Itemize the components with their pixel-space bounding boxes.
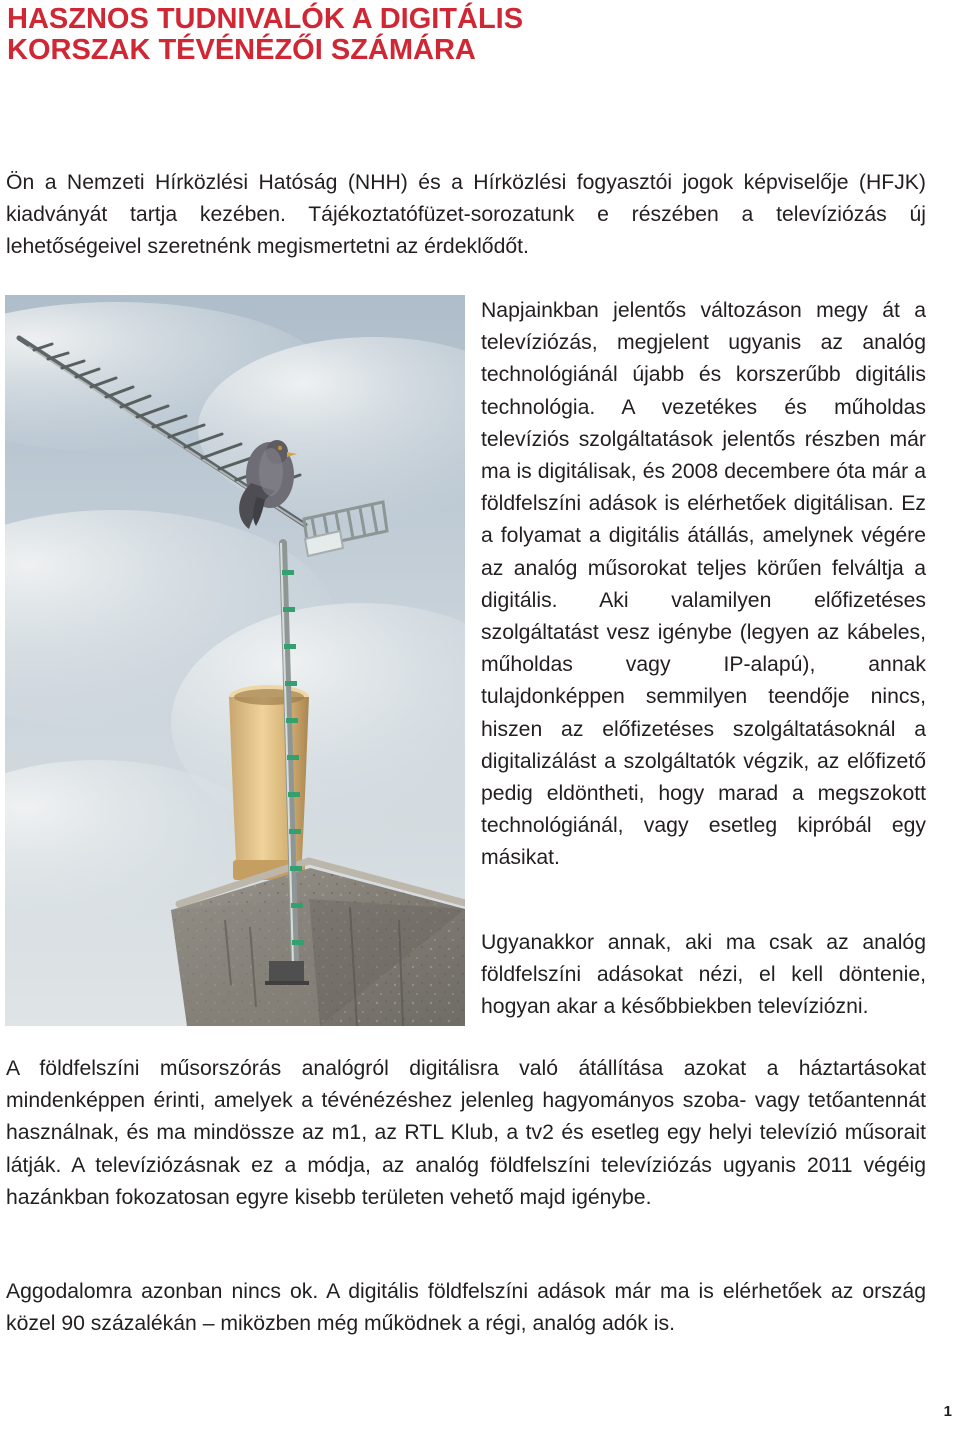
side-paragraph-1: Napjainkban jelentős változáson megy át a televíziózás, megjelent ugyanis az analóg technológiánál újabb és korszerűbb digitális technológia. A vezetékes és műholdas televíziós szolgáltatások jelentős részben már ma is digitálisak, és 2008 decembere óta már a földfelszíni adások is elérhetőek digitálisan. Ez a folyamat a digitális átállás, amelynek végére az analóg műsorokat teljes körűen felváltja a digitális. Aki valamilyen előfizetéses szolgáltatást vesz igénybe (legyen az kábeles, műholdas vagy IP-alapú), annak tulajdonképpen semmilyen teendője nincs, hiszen az előfizetéses szolgáltatásoknál a digitalizálást a szolgáltatók végzik, az előfizető pedig eldöntheti, hogy marad a megszokott technológiánál, vagy esetleg kipróbál egy másikat. [481, 299, 926, 870]
intro-paragraph: Ön a Nemzeti Hírközlési Hatóság (NHH) és a Hírközlési fogyasztói jogok képviselője (HFJK) kiadványát tartja kezében. Tájékoztatófüzet-sorozatunk e részében a televíziózás új lehetőségeivel szeretnénk megismertetni az érdeklődőt. [6, 171, 926, 259]
page-title [7, 4, 707, 66]
page-title-line-1: HASZNOS TUDNIVALÓK A DIGITÁLIS [7, 3, 524, 35]
side-paragraph-2: Ugyanakkor annak, aki ma csak az analóg földfelszíni adásokat nézi, el kell döntenie, hogyan akar a későbbiekben televíziózni. [481, 931, 926, 1019]
page-number: 1 [943, 1403, 952, 1420]
body-paragraph-1: A földfelszíni műsorszórás analógról digitálisra való átállítása azokat a háztartásokat mindenképpen érinti, amelyek a tévénézéshez jelenleg hagyományos szoba- vagy tetőantennát használnak, és ma mindössze az m1, az RTL Klub, a tv2 és esetleg egy helyi televízió műsorait látják. A televíziózásnak ez a módja, az analóg földfelszíni televíziózás ugyanis 2011 végéig hazánkban fokozatosan egyre kisebb területen vehető majd igénybe. [6, 1057, 926, 1209]
chimney-pot [229, 685, 309, 880]
page-title-line-2: KORSZAK TÉVÉNÉZŐI SZÁMÁRA [7, 34, 476, 66]
body-paragraph-2: Aggodalomra azonban nincs ok. A digitális földfelszíni adások már ma is elérhetőek az ország közel 90 százalékán – miközben még működnek a régi, analóg adók is. [6, 1280, 926, 1336]
antenna-photo [5, 295, 465, 1026]
